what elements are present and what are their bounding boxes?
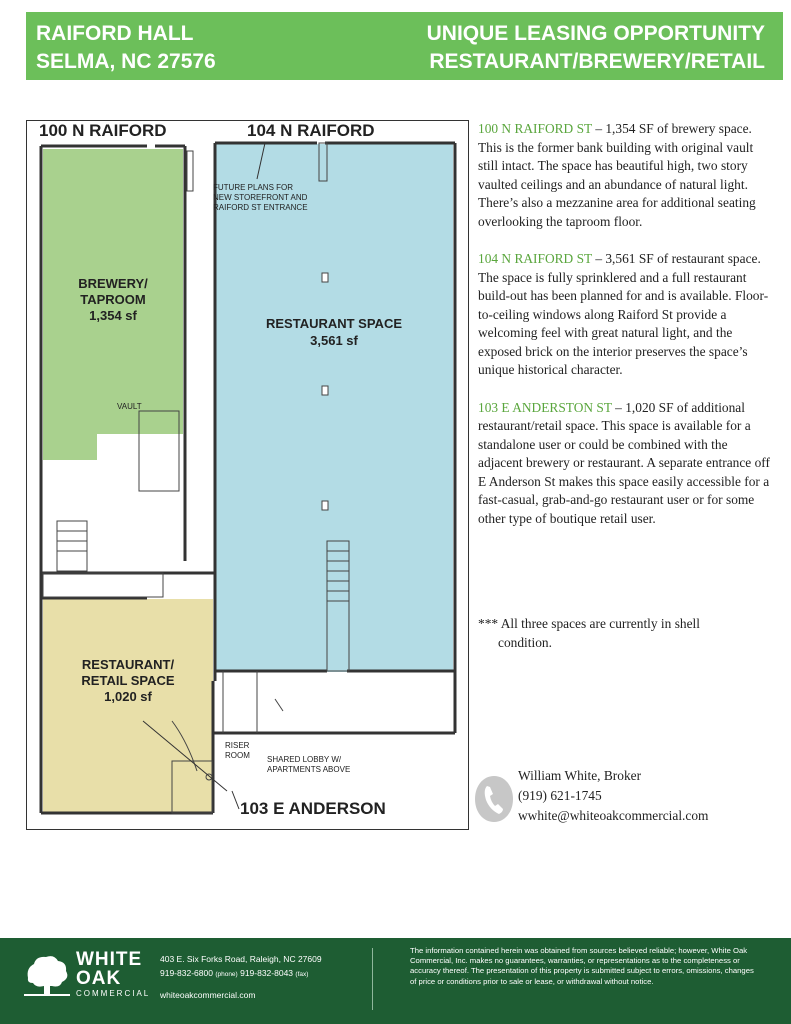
brewery-sf: 1,354 sf [89,308,137,323]
note-line2: condition. [498,634,552,650]
space-descriptions [478,120,770,547]
footer-divider [372,948,373,1010]
broker-contact [518,766,708,826]
brewery-label [43,276,183,324]
property-title [36,20,216,76]
property-name: RAIFORD HALL [36,22,194,45]
future-note-line3: RAIFORD ST ENTRANCE [213,203,308,212]
footer-phone-label: (phone) [215,971,238,978]
desc-100-label: 100 N RAIFORD ST [478,121,592,136]
vault-label: VAULT [117,402,142,411]
broker-email[interactable]: wwhite@whiteoakcommercial.com [518,808,709,823]
restaurant-area [215,144,453,672]
future-plans-note [213,183,308,213]
brewery-label-line2: TAPROOM [80,292,146,307]
desc-100-text: – 1,354 SF of brewery space. This is the former bank building with original vault still intact. The space has beautiful high, two story vaulted ceilings and an abundance of natural light. There’s also a mezzanine area for additional seating overlooking the taproom floor. [478,121,756,229]
broker-name: William White, Broker [518,768,642,783]
shell-condition-note [478,615,768,652]
riser-line2: ROOM [225,751,250,760]
broker-phone[interactable]: (919) 621-1745 [518,788,602,803]
footer-disclaimer: The information contained herein was obtained from sources believed reliable; however, White Oak Commercial, Inc. makes no guarantees, warranties, or representations as to the completeness or accuracy thereof. The presentation of this property is submitted subject to errors, omissions, changes of price or conditions prior to sale or lease, or withdrawal without notice. [410,946,754,986]
shared-lobby-label [267,755,350,775]
label-104-raiford: 104 N RAIFORD [247,121,375,140]
retail-label-line2: RETAIL SPACE [81,673,175,688]
label-103-anderson: 103 E ANDERSON [240,799,386,818]
label-100-raiford: 100 N RAIFORD [39,121,167,140]
footer-phone[interactable]: 919-832-6800 [160,968,213,978]
tagline-line2: RESTAURANT/BREWERY/RETAIL [429,50,765,73]
footer-address: 403 E. Six Forks Road, Raleigh, NC 27609 [160,954,322,964]
desc-104-label: 104 N RAIFORD ST [478,251,592,266]
lobby-line2: APARTMENTS ABOVE [267,765,351,774]
property-city: SELMA, NC 27576 [36,50,216,73]
retail-label [43,657,213,705]
tagline-line1: UNIQUE LEASING OPPORTUNITY [426,22,765,45]
retail-label-line1: RESTAURANT/ [81,657,175,672]
logo-white: WHITE [76,949,143,970]
retail-area [43,599,213,813]
logo-oak: OAK [76,968,122,989]
restaurant-label [215,315,453,349]
brewery-area-step [43,434,97,460]
floor-plan [26,120,469,830]
desc-104-raiford [478,250,770,380]
footer-fax: 919-832-8043 [240,968,294,978]
tagline [427,20,765,76]
restaurant-label-line1: RESTAURANT SPACE [265,316,403,331]
riser-line1: RISER [225,741,250,750]
header-banner [26,12,783,80]
restaurant-sf: 3,561 sf [310,333,358,348]
footer-fax-label: (fax) [295,971,309,978]
floor-plan-drawing [27,121,470,831]
desc-100-raiford [478,120,770,231]
desc-103-anderson [478,399,770,529]
phone-icon [475,776,513,822]
desc-103-label: 103 E ANDERSTON ST [478,399,612,415]
logo-commercial: COMMERCIAL [76,989,151,998]
footer-address-block [160,952,322,1002]
riser-room-label [225,741,250,761]
oak-tree-icon [24,952,70,998]
lobby-line1: SHARED LOBBY W/ [267,755,342,764]
footer-phones [160,966,322,982]
future-note-line1: FUTURE PLANS FOR [213,183,294,192]
footer-website[interactable]: whiteoakcommercial.com [160,990,256,1000]
future-note-line2: NEW STOREFRONT AND [213,193,308,202]
desc-104-text: – 3,561 SF of restaurant space. The space is fully sprinklered and a full restaurant build-out has been planned for and is available. Floor-to-ceiling windows along Raiford St provide a welcoming feel with great natural light, and the exposed brick on the interior preserves the space’s unique historical character. [478,251,769,377]
footer [0,938,791,1024]
brewery-label-line1: BREWERY/ [78,276,148,291]
desc-103-text: – 1,020 SF of additional restaurant/retail space. This space is available for a standalone user or could be combined with the adjacent brewery or restaurant. A separate entrance off E Anderson St makes this space easily accessible for a fast-casual, grab-and-go restaurant user or for some other type of boutique retail user. [478,399,770,526]
note-line1: *** All three spaces are currently in shell [478,616,700,631]
retail-sf: 1,020 sf [104,689,152,704]
